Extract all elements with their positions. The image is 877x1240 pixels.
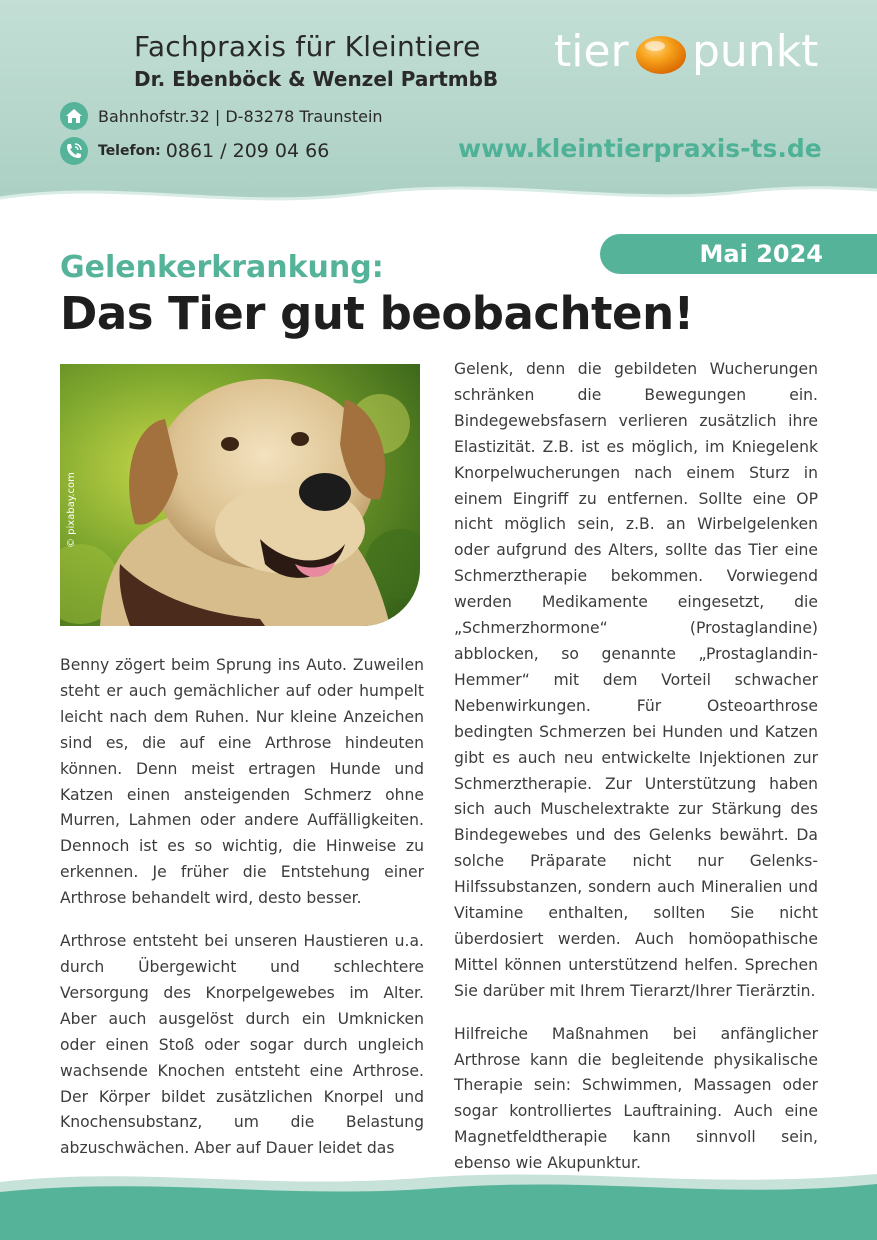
svg-text:© pixabay.com: © pixabay.com	[66, 472, 77, 548]
article-column-left	[60, 653, 424, 1179]
article-title: Das Tier gut beobachten!	[60, 287, 694, 340]
photo-credit	[60, 470, 80, 550]
home-icon	[60, 102, 88, 130]
header-wave	[0, 170, 877, 230]
clinic-subtitle: Dr. Ebenböck & Wenzel PartmbB	[134, 67, 499, 91]
logo-ball-icon	[634, 34, 688, 76]
clinic-title: Fachpraxis für Kleintiere	[134, 30, 481, 63]
phone-number: 0861 / 209 04 66	[165, 140, 330, 162]
address-row	[60, 101, 383, 131]
address: Bahnhofstr.32 | D-83278 Traunstein	[98, 106, 383, 126]
phone-icon	[60, 137, 88, 165]
article-kicker: Gelenkerkrankung:	[60, 250, 384, 285]
article-column-right	[454, 357, 818, 1194]
logo-text-right: punkt	[692, 26, 819, 77]
issue-date: Mai 2024	[699, 240, 823, 268]
article-paragraph: Gelenk, denn die gebildeten Wucherungen schränken die Bewegungen ein. Bindegewebsfasern verlieren zusätzlich ihre Elastizität. Z.B. ist es möglich, im Kniegelenk Knorpelwucherungen nach einem Sturz in einem Eingriff zu entfernen. Sollte eine OP nicht möglich sein, z.B. an Wirbelgelenken oder aufgrund des Alters, sollte das Tier eine Schmerztherapie bekommen. Vorwiegend werden Medikamente eingesetzt, die „Schmerzhormone“ (Prostaglandine) abblocken, so genannte „Prostaglandin-Hemmer“ mit dem Vorteil schwacher Nebenwirkungen. Für Osteoarthrose bedingten Schmerzen bei Hunden und Katzen gibt es auch neu entwickelte Injektionen zur Schmerztherapie. Zur Unterstützung haben sich auch Muschelextrakte zur Stärkung des Bindegewebes und des Gelenks bewährt. Da solche Präparate nicht nur Gelenks-Hilfssubstanzen, sondern auch Mineralien und Vitamine enthalten, sollten Sie nicht überdosiert werden. Auch homöopathische Mittel können unterstützend helfen. Sprechen Sie darüber mit Ihrem Tierarzt/Ihrer Tierärztin.	[454, 360, 818, 1000]
phone-label: Telefon:	[98, 143, 161, 159]
article-paragraph: Hilfreiche Maßnahmen bei anfänglicher Arthrose kann die begleitende physikalische Therapie sein: Schwimmen, Massagen oder sogar kontrolliertes Lauftraining. Auch eine Magnetfeldtherapie kann sinnvoll sein, ebenso wie Akupunktur.	[454, 1024, 818, 1173]
article-paragraph: Benny zögert beim Sprung ins Auto. Zuweilen steht er auch gemächlicher auf oder humpelt leicht nach dem Ruhen. Nur kleine Anzeichen sind es, die auf eine Arthrose hindeuten können. Denn meist ertragen Hunde und Katzen einen ansteigenden Schmerz ohne Murren, Lahmen oder andere Auffälligkeiten. Dennoch ist es so wichtig, die Hinweise zu erkennen. Je früher die Entstehung einer Arthrose behandelt wird, desto besser.	[60, 656, 424, 908]
footer-wave	[0, 1160, 877, 1240]
article-paragraph: Arthrose entsteht bei unseren Haustieren u.a. durch Übergewicht und schlechtere Versorgung des Knorpelgewebes im Alter. Aber auch ausgelöst durch ein Umknicken oder einen Stoß oder sogar durch ungleich wachsende Knochen entsteht eine Arthrose. Der Körper bildet zusätzlichen Knorpel und Knochensubstanz, um die Belastung abzuschwächen. Aber auf Dauer leidet das	[60, 932, 424, 1158]
logo-text-left: tier	[554, 26, 629, 77]
dog-photo	[60, 364, 420, 626]
date-badge	[600, 234, 877, 274]
tierpunkt-logo	[554, 26, 824, 86]
phone-row	[60, 136, 329, 166]
website-link[interactable]: www.kleintierpraxis-ts.de	[458, 134, 822, 163]
